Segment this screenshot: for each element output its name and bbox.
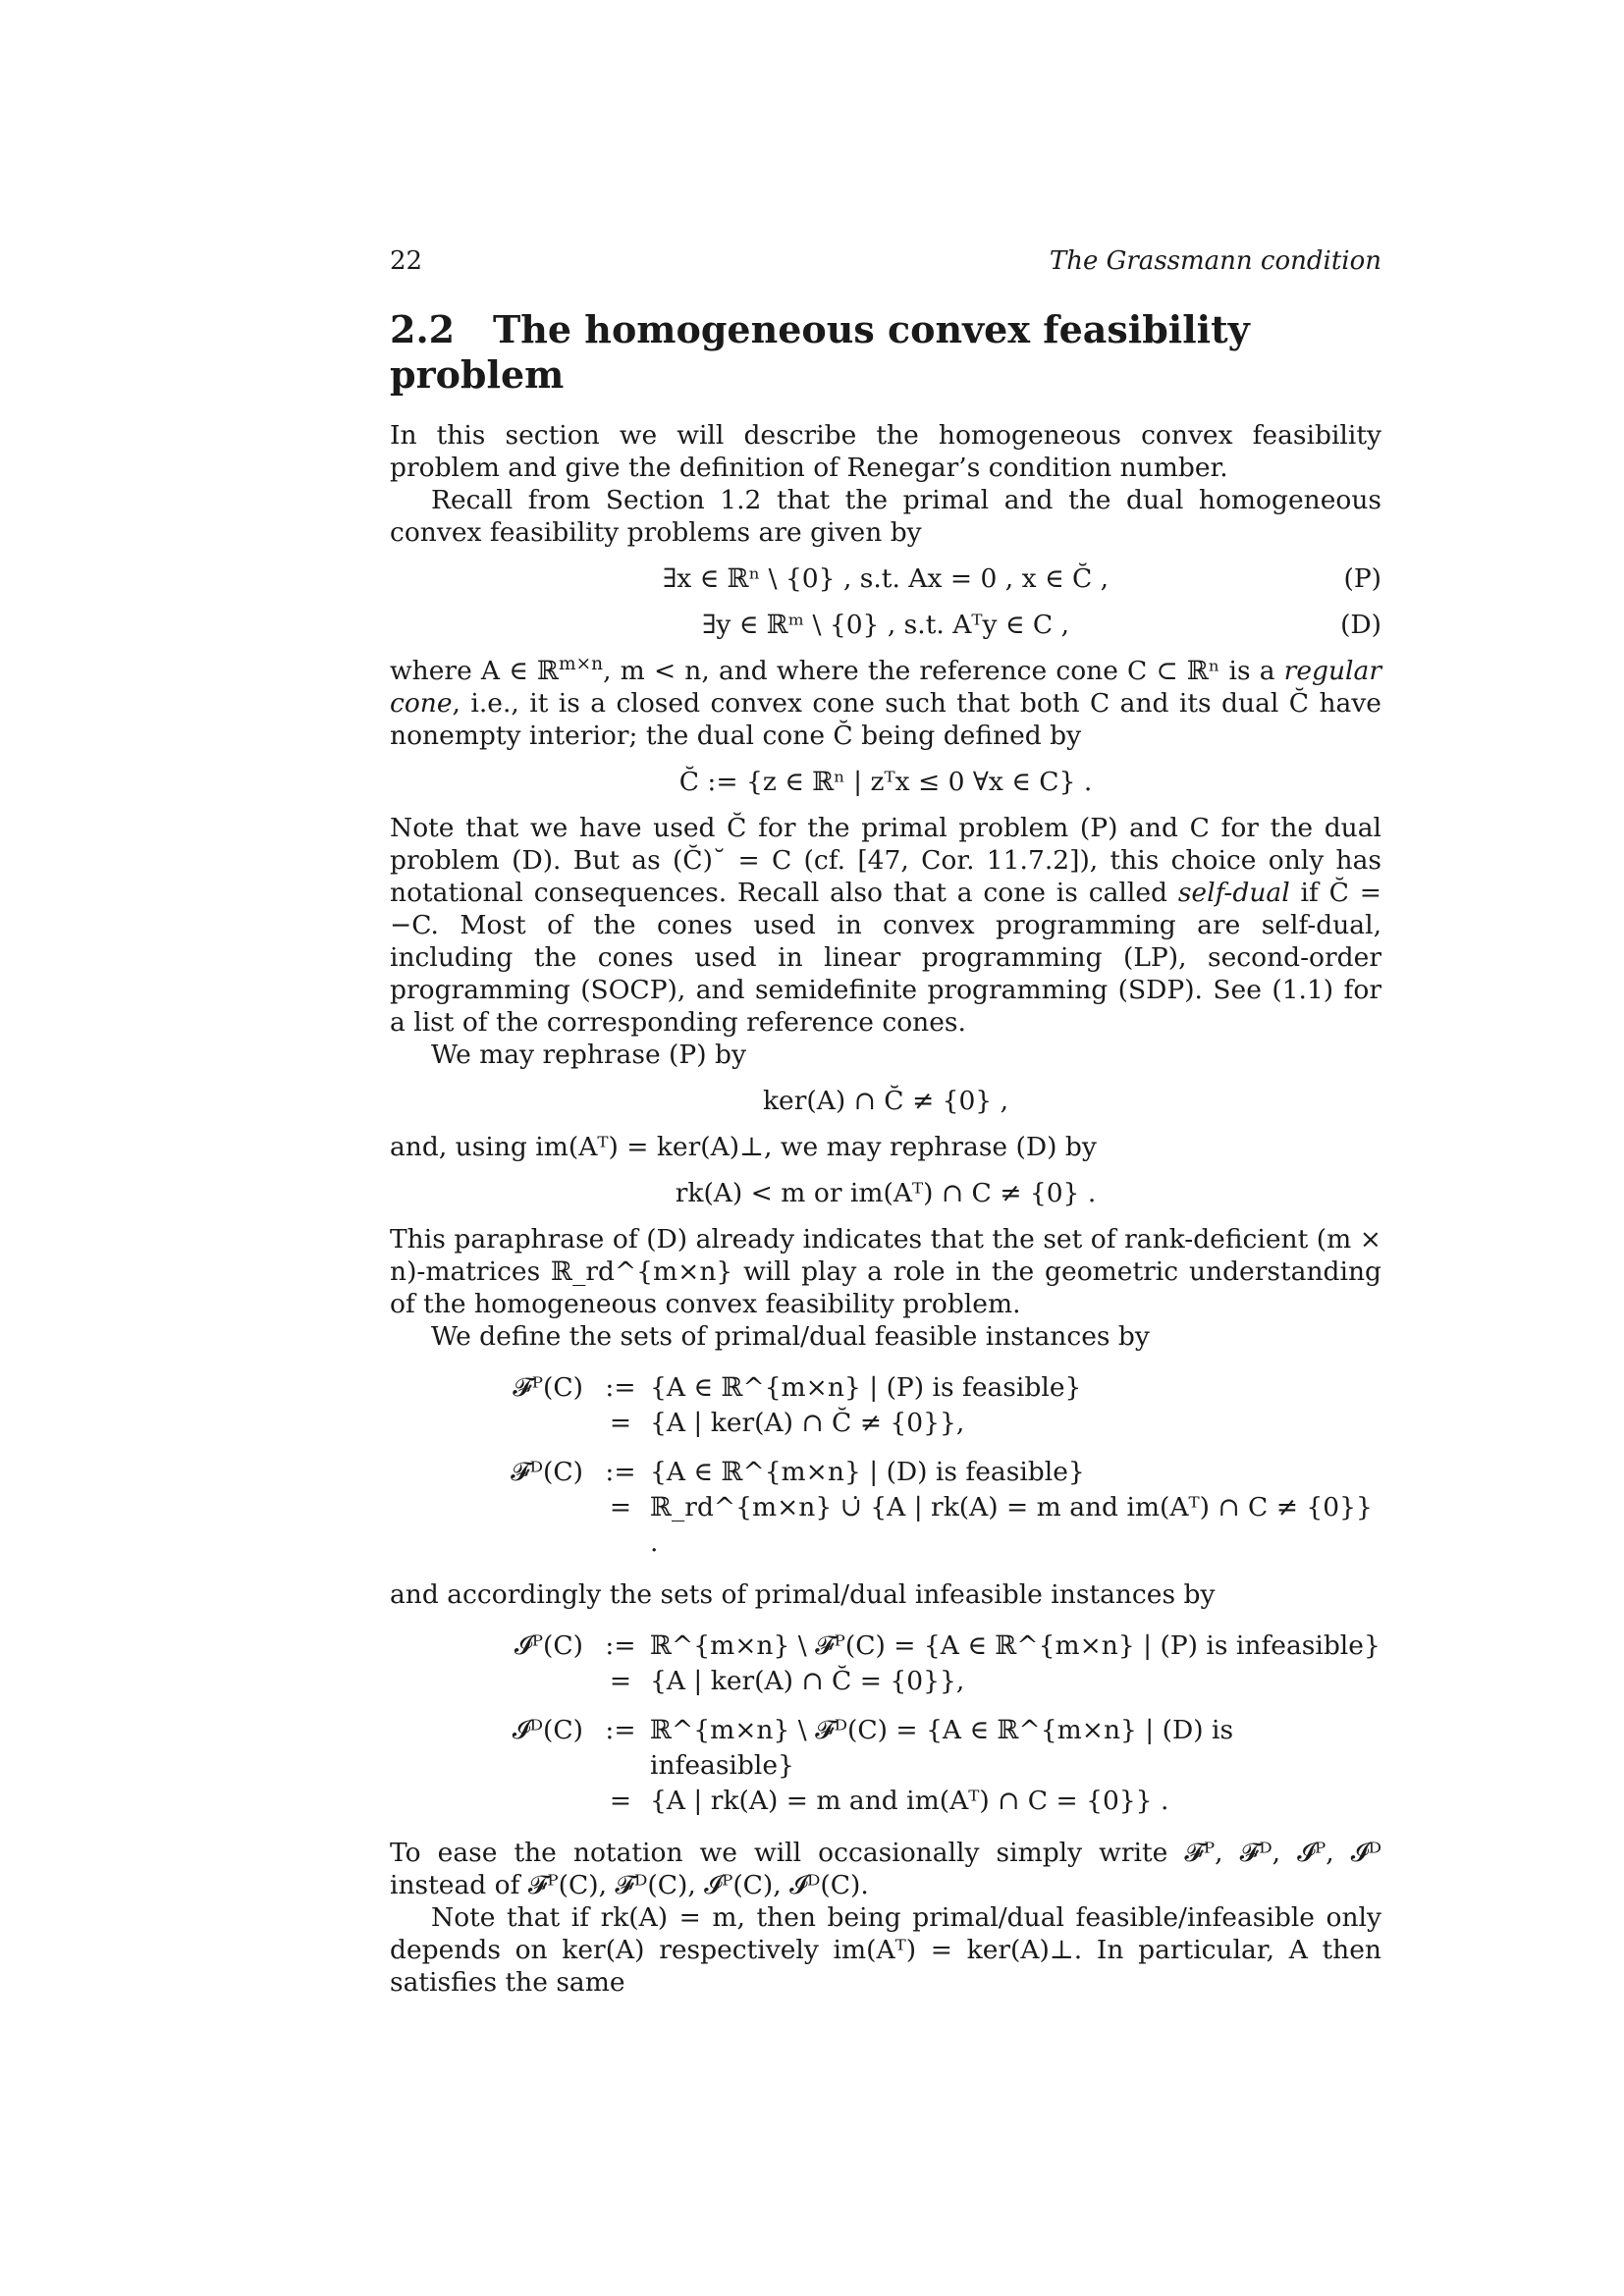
paragraph-recall: Recall from Section 1.2 that the primal and the dual homogeneous convex feasibility problems are given by bbox=[390, 485, 1381, 548]
definition-row bbox=[493, 1406, 1381, 1441]
definition-lhs: 𝓕ᴾ(C) bbox=[513, 1372, 583, 1403]
section-number: 2.2 bbox=[390, 307, 456, 351]
definition-rhs: {A | ker(A) ∩ C̆ = {0}}, bbox=[650, 1666, 965, 1696]
paragraph-notation: To ease the notation we will occasionally simply write 𝓕ᴾ, 𝓕ᴰ, 𝓘ᴾ, 𝓘ᴰ instead of 𝓕ᴾ(C), 𝓕ᴰ(C), 𝓘ᴾ(C), 𝓘ᴰ(C). bbox=[390, 1838, 1381, 1900]
equation-rank-text: rk(A) < m or im(Aᵀ) ∩ C ≠ {0} . bbox=[675, 1178, 1097, 1208]
definition-operator: = bbox=[609, 1786, 632, 1816]
equation-dual-cone-text: C̆ := {z ∈ ℝⁿ | zᵀx ≤ 0 ∀x ∈ C} . bbox=[678, 767, 1093, 797]
feasible-definitions bbox=[493, 1370, 1381, 1561]
running-header bbox=[390, 245, 1381, 278]
text-segment: if C̆ = −C. Most of the cones used in convex programming are self-dual, including the cones used in linear programming (LP), second-order programming (SOCP), and semidefinite programming (SDP). See (1.1) for a list of the corresponding reference cones. bbox=[390, 878, 1381, 1038]
definition-rhs: ℝ^{m×n} \ 𝓕ᴰ(C) = {A ∈ ℝ^{m×n} | (D) is infeasible} bbox=[650, 1715, 1234, 1781]
definition-rhs: {A ∈ ℝ^{m×n} | (P) is feasible} bbox=[650, 1372, 1082, 1403]
definition-rhs: ℝ^{m×n} \ 𝓕ᴾ(C) = {A ∈ ℝ^{m×n} | (P) is infeasible} bbox=[650, 1630, 1380, 1661]
definition-lhs bbox=[493, 1664, 591, 1699]
definition-rhs: ℝ_rd^{m×n} ∪̇ {A | rk(A) = m and im(Aᵀ) ∩ C ≠ {0}} . bbox=[650, 1492, 1373, 1558]
definition-operator: = bbox=[609, 1408, 632, 1438]
definition-lhs bbox=[493, 1406, 591, 1441]
definition-operator: := bbox=[605, 1457, 636, 1487]
section-title: The homogeneous convex feasibility problem bbox=[390, 307, 1250, 397]
definition-operator: = bbox=[609, 1666, 632, 1696]
running-title: The Grassmann condition bbox=[1049, 246, 1381, 276]
text-segment: , i.e., it is a closed convex cone such that both C and its dual C̆ have nonempty interior; the dual cone C̆ being defined by bbox=[390, 688, 1381, 751]
definition-lhs bbox=[493, 1784, 591, 1819]
equation-P-label: (P) bbox=[1343, 563, 1381, 594]
page bbox=[390, 245, 1381, 1999]
definition-lhs: 𝓘ᴾ(C) bbox=[514, 1630, 583, 1661]
equation-D-label: (D) bbox=[1340, 610, 1381, 640]
paragraph-rephrase-D: and, using im(Aᵀ) = ker(A)⊥, we may rephrase (D) by bbox=[390, 1132, 1097, 1162]
section-heading bbox=[390, 307, 1381, 398]
page-number: 22 bbox=[390, 246, 423, 276]
paragraph-self-dual bbox=[390, 812, 1381, 1039]
definition-row bbox=[493, 1490, 1381, 1561]
definition-row bbox=[493, 1784, 1381, 1819]
definition-rhs: {A | rk(A) = m and im(Aᵀ) ∩ C = {0}} . bbox=[650, 1786, 1169, 1816]
definition-row bbox=[493, 1664, 1381, 1699]
definition-row bbox=[493, 1713, 1381, 1784]
paragraph-rephrase-P: We may rephrase (P) by bbox=[431, 1040, 746, 1070]
superscript: m×n bbox=[559, 654, 604, 675]
text-segment: , m < n, and where the reference cone C ⊂ ℝⁿ is a bbox=[603, 656, 1284, 686]
paragraph-regular-cone bbox=[390, 655, 1381, 752]
paragraph-define-infeasible: and accordingly the sets of primal/dual infeasible instances by bbox=[390, 1579, 1216, 1610]
emphasis-regular-cone: regular cone bbox=[390, 656, 1381, 719]
equation-D bbox=[390, 609, 1381, 641]
definition-lhs bbox=[493, 1490, 591, 1561]
definition-rhs: {A ∈ ℝ^{m×n} | (D) is feasible} bbox=[650, 1457, 1085, 1487]
equation-P-text: ∃x ∈ ℝⁿ \ {0} , s.t. Ax = 0 , x ∈ C̆ , bbox=[662, 563, 1110, 594]
equation-ker-text: ker(A) ∩ C̆ ≠ {0} , bbox=[762, 1086, 1009, 1116]
equation-rank bbox=[390, 1177, 1381, 1209]
paragraph-intro: In this section we will describe the homogeneous convex feasibility problem and give the definition of Renegar’s condition number. bbox=[390, 420, 1381, 483]
definition-operator: := bbox=[605, 1715, 636, 1745]
paragraph-paraphrase: This paraphrase of (D) already indicates that the set of rank-deficient (m × n)-matrices ℝ_rd^{m×n} will play a role in the geometric understanding of the homogeneous convex feasibility problem. bbox=[390, 1224, 1381, 1319]
equation-dual-cone bbox=[390, 766, 1381, 798]
definition-rhs: {A | ker(A) ∩ C̆ ≠ {0}}, bbox=[650, 1408, 965, 1438]
text-segment: Note that we have used C̆ for the primal problem (P) and C for the dual problem (D). But as (C̆)˘ = C (cf. [47, Cor. 11.7.2]), this choice only has notational consequences. Recall also that a cone is called bbox=[390, 813, 1381, 908]
equation-ker bbox=[390, 1085, 1381, 1117]
definition-operator: := bbox=[605, 1630, 636, 1661]
emphasis-self-dual: self-dual bbox=[1177, 878, 1290, 908]
paragraph-define-feasible: We define the sets of primal/dual feasible instances by bbox=[431, 1321, 1150, 1352]
definition-row bbox=[493, 1370, 1381, 1406]
equation-P bbox=[390, 562, 1381, 595]
definition-row bbox=[493, 1455, 1381, 1490]
infeasible-definitions bbox=[493, 1629, 1381, 1819]
definition-lhs: 𝓕ᴰ(C) bbox=[511, 1457, 583, 1487]
equation-D-text: ∃y ∈ ℝᵐ \ {0} , s.t. Aᵀy ∈ C , bbox=[701, 610, 1070, 640]
paragraph-rank-note: Note that if rk(A) = m, then being primal/dual feasible/infeasible only depends on ker(A) respectively im(Aᵀ) = ker(A)⊥. In particular, A then satisfies the same bbox=[390, 1902, 1381, 1998]
definition-row bbox=[493, 1629, 1381, 1664]
definition-operator: := bbox=[605, 1372, 636, 1403]
definition-lhs: 𝓘ᴰ(C) bbox=[512, 1715, 583, 1745]
definition-operator: = bbox=[609, 1492, 632, 1522]
text-segment: where A ∈ ℝ bbox=[390, 656, 560, 686]
